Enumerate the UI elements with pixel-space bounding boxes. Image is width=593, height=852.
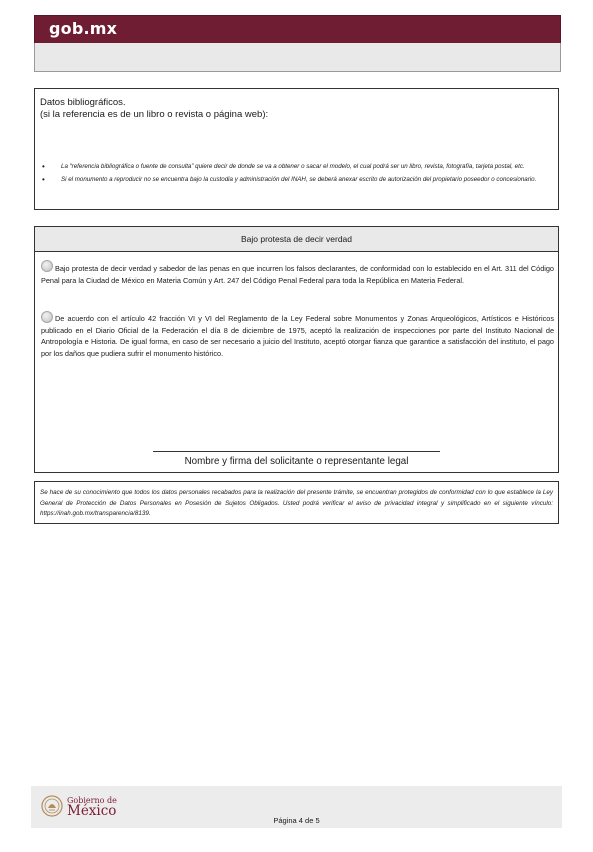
bibliographic-notes bbox=[41, 162, 553, 187]
privacy-text: Se hace de su conocimiento que todos los datos personales recabados para la realización del presente trámite, se encuentran protegidos de conformidad con lo que establece la Ley General de Protección de Datos Personales en Posesión de Sujetos Obligados. Usted podrá verificar el aviso de privacidad integral y simplificado en el siguiente vínculo: https://inah.gob.mx/transparencia/8139. bbox=[40, 489, 553, 517]
footer-logo-line1: Gobierno de bbox=[67, 796, 117, 805]
bibliographic-subtitle: (si la referencia es de un libro o revista o página web): bbox=[40, 109, 269, 120]
signature-line bbox=[153, 451, 440, 452]
declaration-text: Bajo protesta de decir verdad y sabedor de las penas en que incurren los falsos declarantes, de conformidad con lo establecido en el Art. 311 del Código Penal para la Ciudad de México en Materia Común y Art. 247 del Código Penal Federal para toda la República en Materia Federal. bbox=[41, 264, 554, 285]
signature-label: Nombre y firma del solicitante o representante legal bbox=[184, 456, 409, 467]
inspection-paragraph bbox=[41, 313, 554, 359]
footer-bar bbox=[31, 786, 562, 828]
coat-of-arms-icon bbox=[41, 795, 63, 817]
bibliographic-title: Datos bibliográficos. bbox=[40, 97, 126, 108]
bibliographic-section bbox=[34, 88, 559, 210]
inspection-text: De acuerdo con el artículo 42 fracción VI y VI del Reglamento de la Ley Federal sobre Monumentos y Zonas Arqueológicos, Artísticos e Históricos publicado en el Diario Oficial de la Federación el día 8 de diciembre de 1975, aceptó la realización de inspecciones por parte del Instituto Nacional de Antropología e Historia. De igual forma, en caso de ser necesario a juicio del Instituto, aceptó otorgar fianza que garantice a satisfacción del instituto, el pago por los daños que pudiera sufrir el monumento histórico. bbox=[41, 314, 554, 358]
declaration-section bbox=[34, 226, 559, 473]
note-item bbox=[41, 175, 553, 185]
privacy-notice bbox=[34, 481, 559, 524]
note-item bbox=[41, 162, 553, 172]
declaration-header: Bajo protesta de decir verdad bbox=[35, 227, 558, 252]
gobmx-logo[interactable]: gob.mx bbox=[49, 19, 118, 38]
note-text: La “referencia bibliográfica o fuente de consulta” quiere decir de donde se va a obtener o sacar el modelo, el cual podrá ser un libro, revista, fotografía, tarjeta postal, etc. bbox=[61, 163, 525, 170]
subheader-bar bbox=[34, 43, 561, 72]
footer-logo-line2: México bbox=[67, 803, 117, 819]
page-number: Página 4 de 5 bbox=[273, 816, 320, 825]
note-text: Si el monumento a reproducir no se encuentra bajo la custodia y administración del INAH, se deberá anexar escrito de autorización del propietario poseedor o concesionario. bbox=[61, 175, 537, 183]
declaration-paragraph bbox=[41, 263, 554, 286]
header-bar bbox=[34, 15, 561, 44]
bullet-icon: • bbox=[42, 174, 45, 184]
bullet-icon: • bbox=[42, 162, 45, 171]
